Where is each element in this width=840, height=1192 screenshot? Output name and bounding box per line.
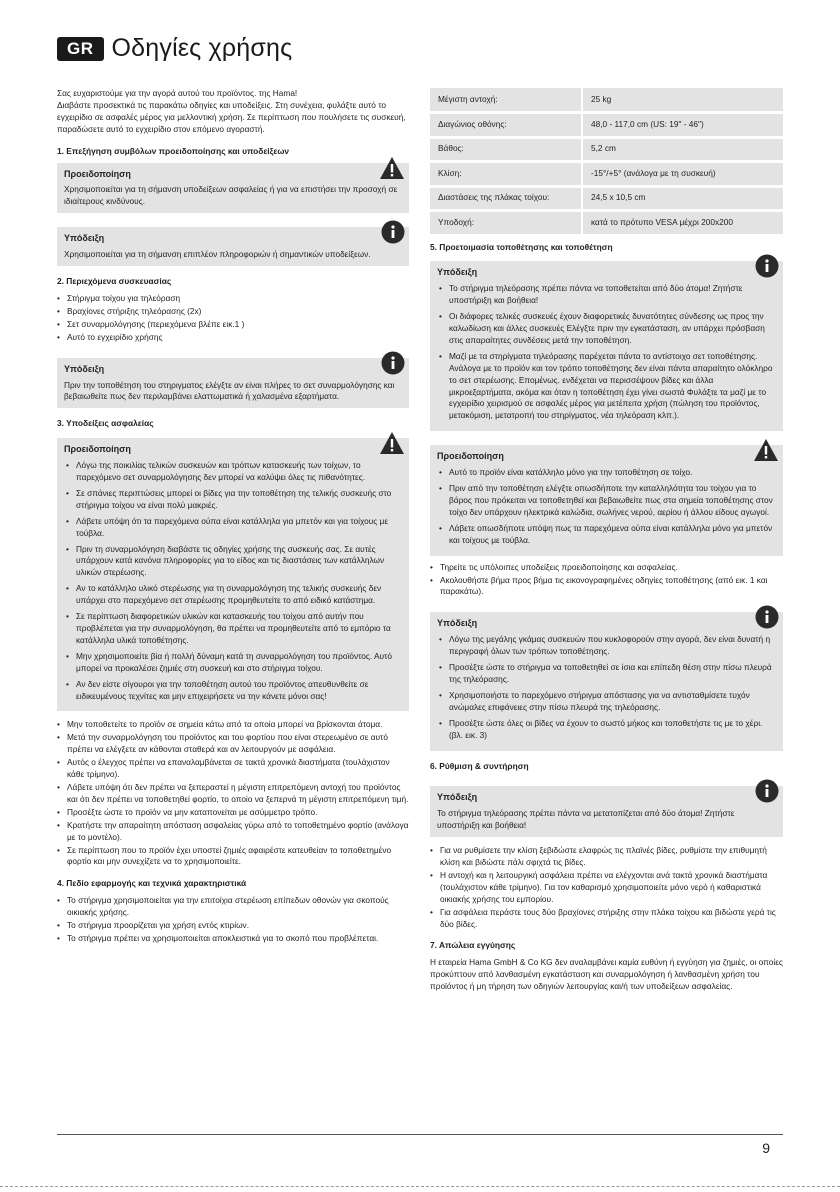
info-circle-icon — [381, 351, 405, 379]
list-item: • Σε περίπτωση διαφορετικών υλικών και κατασκευής του τοίχου από αυτήν που προβλέπεται για την συναρμολόγηση, θα πρέπει να προμηθευτείτε από το εμπόριο τα κατάλληλα υλικά τοποθέτησης. — [64, 611, 402, 647]
list-item: • Η αντοχή και η λειτουργική ασφάλεια πρέπει να ελέγχονται ανά τακτά χρονικά διαστήματα (τουλάχιστον κάθε τρίμηνο). Για τον καθαρισμό χρησιμοποιείτε μόνο νερό ή καθαριστικά οικιακής χρήσης του εμπορίου. — [430, 870, 783, 906]
note-box-contents — [57, 358, 409, 409]
section-4-title: 4. Πεδίο εφαρμογής και τεχνικά χαρακτηριστικά — [57, 878, 247, 889]
maintenance-list — [430, 845, 783, 930]
spec-key: Μέγιστη αντοχή: — [430, 88, 582, 113]
spec-key: Διαστάσεις της πλάκας τοίχου: — [430, 186, 582, 211]
list-item: • Το στήριγμα πρέπει να χρησιμοποιείται αποκλειστικά για το σκοπό που προβλέπεται. — [57, 933, 409, 945]
table-row — [430, 88, 783, 113]
package-contents-list — [57, 293, 409, 344]
note-text: Το στήριγμα τηλεόρασης πρέπει πάντα να μετατοπίζεται από δύο άτομα! Ζητήστε υποστήριξη και βοήθεια! — [437, 808, 735, 831]
note-box-symbols — [57, 227, 409, 266]
section-6-title: 6. Ρύθμιση & συντήρηση — [430, 760, 529, 771]
warning-triangle-icon — [753, 438, 779, 466]
list-item: • Στήριγμα τοίχου για τηλεόραση — [57, 293, 409, 305]
page-title: Οδηγίες χρήσης — [111, 34, 293, 62]
section-3-title: 3. Υποδείξεις ασφαλείας — [57, 418, 154, 429]
spec-value: 48,0 - 117,0 cm (US: 19" - 46") — [582, 113, 783, 138]
right-column — [430, 88, 783, 993]
note-box-installation — [430, 612, 783, 750]
list-item: • Αυτό το προϊόν είναι κατάλληλο μόνο για την τοποθέτηση σε τοίχο. — [437, 467, 776, 479]
spec-value: 25 kg — [582, 88, 783, 113]
footer-divider — [57, 1134, 783, 1135]
list-item: • Σε σπάνιες περιπτώσεις μπορεί οι βίδες για την τοποθέτηση της τελικής συσκευής στο στήριγμα τοίχου να είναι πολύ μακριές. — [64, 488, 402, 512]
warning-box-mounting — [430, 445, 783, 555]
note-box-adjustment — [430, 786, 783, 837]
note-text: Χρησιμοποιείται για τη σήμανση επιπλέον πληροφοριών ή σημαντικών υποδείξεων. — [64, 249, 371, 260]
spec-value: 5,2 cm — [582, 137, 783, 162]
list-item: • Χρησιμοποιήστε το παρεχόμενο στήριγμα απόστασης για να αντισταθμίσετε τυχόν ανώμαλες επιφάνειες στην πίσω πλευρά της τηλεόρασης. — [437, 690, 776, 714]
table-row — [430, 162, 783, 187]
page-number: 9 — [762, 1140, 770, 1156]
list-item: • Προσέξτε ώστε το προϊόν να μην καταπονείται με ασύμμετρο τρόπο. — [57, 807, 409, 819]
spec-value: -15°/+5° (ανάλογα με τη συσκευή) — [582, 162, 783, 187]
table-row — [430, 186, 783, 211]
list-item: • Λάβετε υπόψη ότι δεν πρέπει να ξεπεραστεί η μέγιστη επιτρεπόμενη αντοχή του προϊόντος και ότι δεν πρέπει να τοποθετηθεί φορτίο, το οποίο να ξεπερνά τη μέγιστη επιτρεπόμενη τιμή. — [57, 782, 409, 806]
mounting-note-list — [437, 283, 776, 422]
warning-title: Προειδοποίηση — [64, 444, 131, 455]
list-item: • Το στήριγμα χρησιμοποιείται για την επιτοίχια στερέωση επίπεδων οθονών για σκοπούς οικιακής χρήσης. — [57, 895, 409, 919]
warranty-text: Η εταιρεία Hama GmbH & Co KG δεν αναλαμβάνει καμία ευθύνη ή εγγύηση για ζημιές, οι οποίες προκύπτουν από λανθασμένη εγκατάσταση και συναρμολόγηση ή λανθασμένη χρήση του προϊόντος ή μη τήρηση των οδηγιών λειτουργίας και/ή των υποδείξεων ασφαλείας. — [430, 957, 783, 992]
list-item: • Για ασφάλεια περάστε τους δύο βραχίονες στήριξης στην πλάκα τοίχου και βιδώστε γερά τις δύο βίδες. — [430, 907, 783, 931]
list-item: • Πριν από την τοποθέτηση ελέγξτε οπωσδήποτε την καταλληλότητα του τοίχου για το βάρος που πρόκειται να τοποθετηθεί και βεβαιωθείτε πως στα σημεία τοποθέτησης στον τοίχο δεν υπάρχουν ηλεκτρικά καλώδια, σωλήνες νερού, αερίου ή άλλου είδους αγωγοί. — [437, 483, 776, 519]
list-item: • Μην χρησιμοποιείτε βία ή πολλή δύναμη κατά τη συναρμολόγηση του προϊόντος. Αυτό μπορεί να προκαλέσει ζημιές στη συσκευή και στο στήριγμα τοίχου. — [64, 651, 402, 675]
note-title: Υπόδειξη — [437, 792, 478, 803]
application-list — [57, 895, 409, 945]
intro-line-1: Σας ευχαριστούμε για την αγορά αυτού του προϊόντος. της Hama! — [57, 88, 298, 98]
table-row — [430, 211, 783, 236]
info-circle-icon — [381, 220, 405, 248]
list-item: • Για να ρυθμίσετε την κλίση ξεβιδώστε ελαφρώς τις πλαϊνές βίδες, ρυθμίστε την επιθυμητή κλίση και βιδώστε πάλι σφιχτά τις βίδες. — [430, 845, 783, 869]
note-text: Πριν την τοποθέτηση του στηριγματος ελέγξτε αν είναι πλήρες το σετ συναρμολόγησης και βεβαιωθείτε πως δεν περιλαμβάνει ελαττωματικά ή χαλασμένα εξαρτήματα. — [64, 379, 395, 402]
list-item: • Το στήριγμα προορίζεται για χρήση εντός κτιρίων. — [57, 920, 409, 932]
spec-key: Κλίση: — [430, 162, 582, 187]
section-1-title: 1. Επεξήγηση συμβόλων προειδοποίησης και υποδείξεων — [57, 145, 290, 156]
list-item: • Αν δεν είστε σίγουροι για την τοποθέτηση αυτού του προϊόντος απευθυνθείτε σε ειδικευμένους τεχνίτες και μην επιχειρήσετε να την κάνετε μόνοι σας! — [64, 679, 402, 703]
page-header — [57, 34, 292, 63]
spec-key: Υποδοχή: — [430, 211, 582, 236]
warning-triangle-icon — [379, 431, 405, 459]
list-item: • Βραχίονες στήριξης τηλεόρασης (2x) — [57, 306, 409, 318]
language-badge: GR — [57, 37, 104, 61]
list-item: • Μαζί με τα στηρίγματα τηλεόρασης παρέχεται πάντα το αντίστοιχο σετ τοποθέτησης. Ανάλογα με το προϊόν και τον τρόπο τοποθέτησης δεν είναι πάντα απαραίτητο ολόκληρο το σετ στερέωσης. Επομένως. ενδέχεται να περισσέψουν βίδες και άλλα μικροεξαρτήματα, ακόμα και όταν η τοποθέτηση έχει γίνει σωστά Φυλάξτε τα μαζί με το εγχειρίδιο χειρισμού σε ασφαλές μέρος για μετέπειτα χρήση (πώληση του προϊόντος, μετακόμιση, μετατροπή του στηρίγματος, νέα τηλεόραση κλπ.). — [437, 351, 776, 422]
list-item: • Κρατήστε την απαραίτητη απόσταση ασφαλείας γύρω από το τοποθετημένο φορτίο (ανάλογα με το μοντέλο). — [57, 820, 409, 844]
trim-line — [0, 1186, 840, 1187]
spec-value: 24,5 x 10,5 cm — [582, 186, 783, 211]
section-5-title: 5. Προετοιμασία τοποθέτησης και τοποθέτηση — [430, 241, 613, 252]
info-circle-icon — [755, 779, 779, 807]
warning-box-symbols — [57, 163, 409, 214]
warning-title: Προειδοποίηση — [437, 451, 504, 462]
section-7-title: 7. Απώλεια εγγύησης — [430, 940, 516, 951]
list-item: • Αν το κατάλληλο υλικό στερέωσης για τη συναρμολόγηση της τελικής συσκευής δεν υπάρχει στο παρεχόμενο σετ στερέωσης προμηθευτείτε το από ειδικό κατάστημα. — [64, 583, 402, 607]
warning-box-safety — [57, 438, 409, 711]
note-box-mounting — [430, 261, 783, 431]
installation-note-list — [437, 634, 776, 741]
list-item: • Μετά την συναρμολόγηση του προϊόντος και του φορτίου που είναι στερεωμένο σε αυτό πρέπει να ελέγξετε αν κάθονται σταθερά και αν λειτουργούν με ασφάλεια. — [57, 732, 409, 756]
spec-key: Διαγώνιος οθόνης: — [430, 113, 582, 138]
list-item: • Προσέξτε ώστε όλες οι βίδες να έχουν το σωστό μήκος και τοποθετήστε τις με το χέρι. (βλ. εικ. 3) — [437, 718, 776, 742]
table-row — [430, 137, 783, 162]
list-item: • Μην τοποθετείτε το προϊόν σε σημεία κάτω από τα οποία μπορεί να βρίσκονται άτομα. — [57, 719, 409, 731]
warning-title: Προειδοποίηση — [64, 168, 131, 179]
safety-warning-list — [64, 460, 402, 702]
list-item: • Προσέξτε ώστε το στήριγμα να τοποθετηθεί σε ίσια και επίπεδη θέση στην πίσω πλευρά της τηλεόρασης. — [437, 662, 776, 686]
list-item: • Πριν τη συναρμολόγηση διαβάστε τις οδηγίες χρήσης της συσκευής σας. Σε αυτές υπάρχουν κατά κανόνα πληροφορίες για το είδος και τις διαστάσεις των κατάλληλων υλικών στερέωσης. — [64, 544, 402, 580]
list-item: • Το στήριγμα τηλεόρασης πρέπει πάντα να τοποθετείται από δύο άτομα! Ζητήστε υποστήριξη και βοήθεια! — [437, 283, 776, 307]
table-row — [430, 113, 783, 138]
warning-triangle-icon — [379, 156, 405, 184]
intro-line-2: Διαβάστε προσεκτικά τις παρακάτω οδηγίες και υποδείξεις. Στη συνέχεια, φυλάξτε αυτό το εγχειρίδιο σε ασφαλές μέρος για μελλοντική χρήση. Σε περίπτωση που πουλήσετε τις συσκευή, παραδώσετε αυτό το εγχειρίδιο στον επόμενο αγοραστή. — [57, 99, 406, 134]
list-item: • Αυτό το εγχειρίδιο χρήσης — [57, 332, 409, 344]
note-title: Υπόδειξη — [437, 618, 478, 629]
note-title: Υπόδειξη — [437, 267, 478, 278]
list-item: • Λόγω της ποικιλίας τελικών συσκευών και τρόπων κατασκευής των τοίχων, το παρεχόμενο σετ συναρμολόγησης δεν μπορεί να καλύψει όλες τις πιθανότητες. — [64, 460, 402, 484]
note-title: Υπόδειξη — [64, 363, 105, 374]
list-item: • Σε περίπτωση που το προϊόν έχει υποστεί ζημιές αφαιρέστε κατευθείαν το τοποθετημένο φορτίο και μην συνεχίζετε να το χρησιμοποιείτε. — [57, 845, 409, 869]
spec-key: Βάθος: — [430, 137, 582, 162]
list-item: • Τηρείτε τις υπόλοιπες υποδείξεις προειδοποίησης και ασφαλείας. — [430, 562, 783, 574]
section-2-title: 2. Περιεχόμενα συσκευασίας — [57, 276, 172, 287]
safety-list — [57, 719, 409, 868]
list-item: • Ακολουθήστε βήμα προς βήμα τις εικονογραφημένες οδηγίες τοποθέτησης (από εικ. 1 και παρακάτω). — [430, 575, 783, 599]
list-item: • Αυτός ο έλεγχος πρέπει να επαναλαμβάνεται σε τακτά χρονικά διαστήματα (τουλάχιστον κάθε τρίμηνο). — [57, 757, 409, 781]
specs-table — [430, 88, 783, 237]
list-item: • Λόγω της μεγάλης γκάμας συσκευών που κυκλοφορούν στην αγορά, δεν είναι δυνατή η περιγραφή όλων των τρόπων τοποθέτησης. — [437, 634, 776, 658]
list-item: • Λάβετε υπόψη ότι τα παρεχόμενα ούπα είναι κατάλληλα για μπετόν και για τοίχους με τούβλα. — [64, 516, 402, 540]
info-circle-icon — [755, 254, 779, 282]
list-item: • Σετ συναρμολόγησης (περιεχόμενα βλέπε εικ.1 ) — [57, 319, 409, 331]
warning-text: Χρησιμοποιείται για τη σήμανση υποδείξεων ασφαλείας ή για να επιστήσει την προσοχή σε ιδιαίτερους κινδύνους. — [64, 184, 398, 207]
info-circle-icon — [755, 605, 779, 633]
list-item: • Λάβετε οπωσδήποτε υπόψη πως τα παρεχόμενα ούπα είναι κατάλληλα μόνο για μπετόν και τοίχους με τούβλα. — [437, 523, 776, 547]
spec-value: κατά το πρότυπο VESA μέχρι 200x200 — [582, 211, 783, 236]
mounting-warning-list — [437, 467, 776, 546]
note-title: Υπόδειξη — [64, 233, 105, 244]
list-item: • Οι διάφορες τελικές συσκευές έχουν διαφορετικές δυνατότητες σύνδεσης ως προς την καλωδίωση και άλλες συσκευές Ελέγξτε πριν την εγκατάσταση, αν υπάρχει πρόσβαση στις απαραίτητες συνδέσεις μετά την τοποθέτηση. — [437, 311, 776, 347]
left-column — [57, 88, 409, 946]
mounting-list — [430, 562, 783, 599]
